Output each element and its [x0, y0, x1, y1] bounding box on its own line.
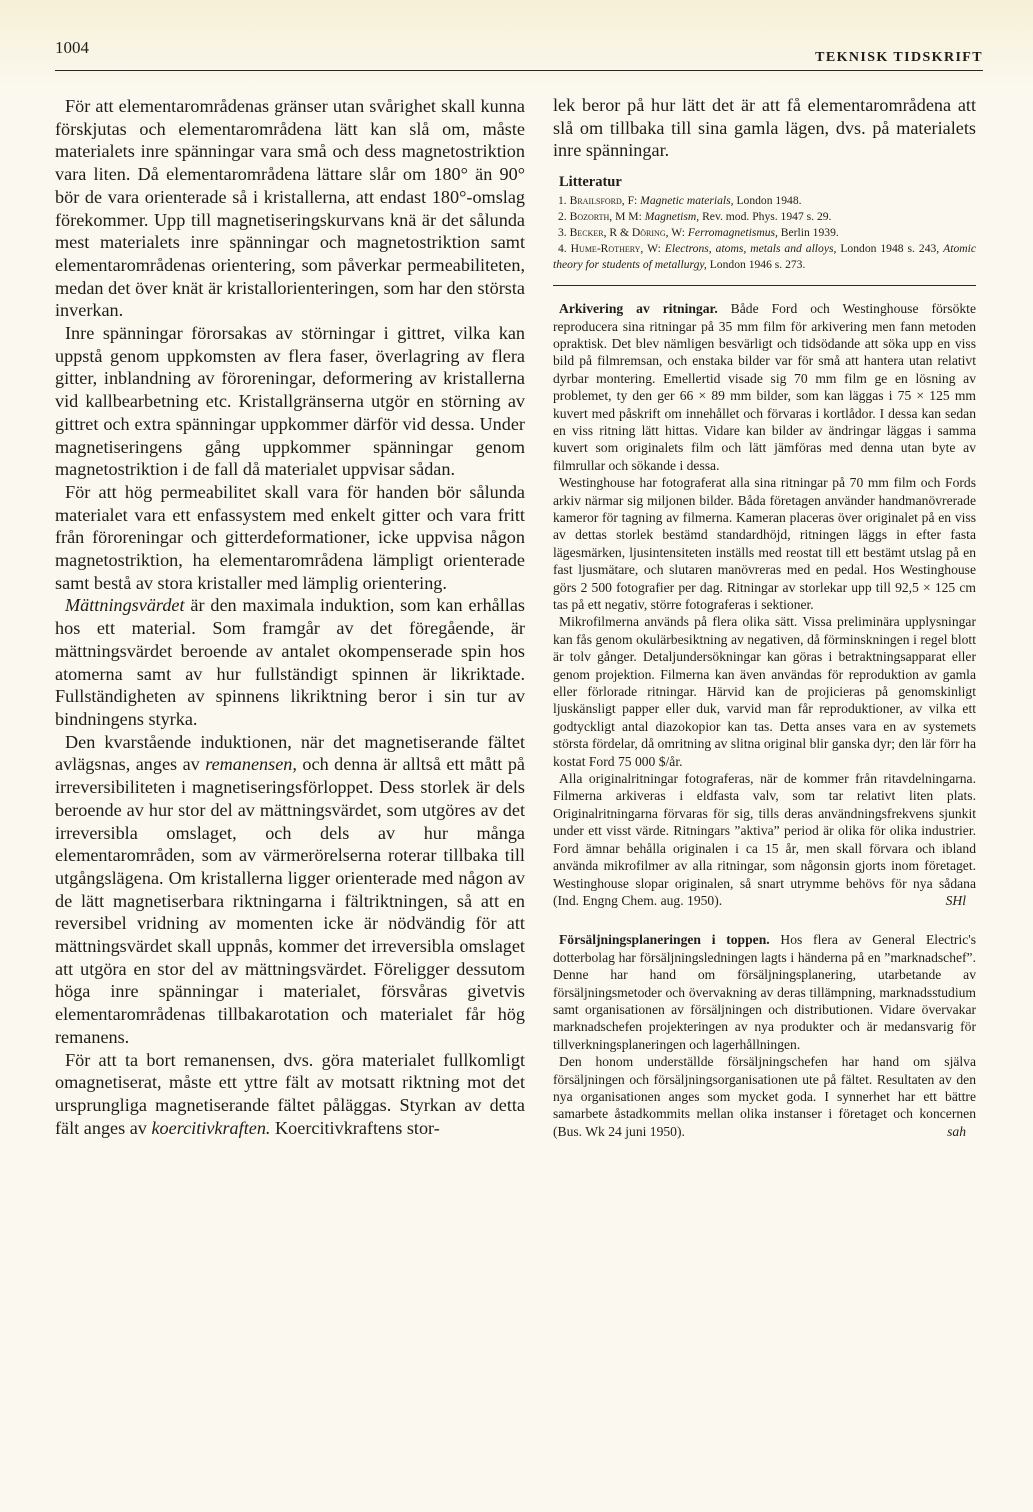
paragraph-text: Alla originalritningar fotograferas, när de kommer från ritavdelningarna. Filmerna arkiveras i eldfasta valv, som tar relativt liten plats. Originalritningarna förvaras för sig, tills deras användningsfrekvens sjunkit under ett visst värde. Ritningars ”aktiva” period är olika för olika industrier. Ford ämnar behålla originalen i ca 15 år, men skall förvara och ibland använda mikrofilmer av alla ritningar, som någonsin gjorts inom företaget. Westinghouse slopar originalen, så snart utrymme behövs för nya sådana (Ind. Engng Chem. aug. 1950).	[553, 771, 976, 908]
paragraph-text: För att elementarområdenas gränser utan svårighet skall kunna förskjutas och elementarområdena lätt kan slå om, måste materialets inre spänningar vara små och dess magnetostriktion vara liten. Då elementarområdena lättare slår om 180° än 90° bör de vara orienterade så i kristallerna, att endast 180°-omslag förekommer. Upp till magnetiseringskurvans knä är det sålunda mest materialets inre spänningar och magnetostriktion samt elementarområdenas orientering, som påverkar permeabiliteten, medan det över knät är kristallorienteringen, som har den största inverkan.	[55, 96, 525, 321]
paragraph	[55, 1049, 525, 1140]
paragraph-text: Hos flera av General Electric's dotterbolag har försäljningsledningen lagts i händerna på en ”marknadschef”. Denne har hand om försäljningsplanering, utarbetande av försäljningsmetoder och övervakning av deras tillämpning, marknadsstudium samt organisationen av försäljningen och distributionen. Vidare övervakar marknadschefen projekteringen av nya produkter och är medansvarig för tillverkningsplaneringen och lagerhållningen.	[553, 932, 976, 1052]
article-arkivering	[553, 300, 976, 909]
right-column	[553, 94, 976, 1140]
references-list	[553, 193, 976, 273]
reference-item	[553, 193, 976, 209]
paragraph-text: är den maximala induktion, som kan erhållas hos ett material. Som framgår av det föregående, är mättningsvärdet beroende av antalet okompenserade spin hos atomerna samt av hur fullständigt spinnen är likriktade. Fullständigheten av spinnens likriktning beror i sin tur av bindningens styrka.	[55, 595, 525, 729]
reference-number: 3.	[558, 226, 567, 240]
reference-source: Berlin 1939.	[777, 226, 839, 240]
reference-item	[553, 241, 976, 273]
journal-title: TEKNISK TIDSKRIFT	[815, 50, 983, 65]
paragraph-text: Både Ford och Westinghouse försökte reproducera sina ritningar på 35 mm film för arkivering men fann metoden opraktisk. Det blev nämligen besvärligt och tidsödande att söka upp en viss bild på filmremsan, och enstaka bilder var för små att hantera utan relativt dyrbar montering. Emellertid visade sig 70 mm film ge en lösning av problemet, ty den ger 66 × 89 mm bilder, som kan läggas i 75 × 125 mm kuvert med påskrift om innehållet och förvaras i kortlådor. I dessa kan sedan en viss ritning lätt hittas. Vidare kan bilder av ändringar läggas i samma kuvert som originalets film och lätt jämföras med denna utan byte av filmrullar och sökande i dessa.	[553, 301, 976, 473]
paragraph-text: För att hög permeabilitet skall vara för handen bör sålunda materialet vara ett enfassystem med enkelt gitter och vara fritt från föroreningar och gitterdeformationer, icke uppvisa någon magnetostriktion, ha elementarområdena lämpligt orienterade samt bestå av stora kristaller med lämplig orientering.	[55, 481, 525, 593]
paragraph	[55, 322, 525, 481]
reference-author: Brailsford, F:	[569, 194, 638, 208]
reference-source: London 1948 s. 243,	[836, 242, 944, 256]
reference-title: Atomic theory for students of metallurgy,	[553, 242, 976, 272]
reference-title: Magnetism,	[644, 210, 700, 224]
paragraph	[55, 481, 525, 595]
left-column	[55, 95, 525, 1139]
term-koercitivkraften: koercitivkraften.	[151, 1117, 271, 1138]
article-heading: Arkivering av ritningar.	[559, 301, 718, 317]
reference-number: 1.	[558, 194, 567, 208]
author-signature: SHl	[945, 892, 966, 908]
reference-item	[553, 225, 976, 241]
reference-item	[553, 209, 976, 225]
reference-author: Becker, R & Döring, W:	[569, 226, 685, 240]
reference-title: Electrons, atoms, metals and alloys,	[664, 242, 837, 256]
article-forsaljningsplanering	[553, 931, 976, 1140]
paragraph	[55, 95, 525, 322]
paragraph-text: och denna är alltså ett mått på irreversibiliteten i magnetiseringsförloppet. Dess storlek är dels beroende av hur stor del av mättningsvärdet, som utgöres av det irreversibla omslaget, och dels av hur många elementarområden, som av värmerörelserna roterar tillbaka till utgångslägena. Om kristallerna ligger orienterade med någon av de lätt magnetiserbara riktningarna i fältriktningen, så att en reversibel vridning av momenten icke är nödvändig för att mättningsvärdet skall uppnås, kommer det irreversibla omslaget att utgöra en stor del av mättningsvärdet. Föreligger dessutom höga inre spänningar i materialet, försvåras givetvis elementarområdenas tillbakarotation och materialet får hög remanens.	[55, 754, 525, 1047]
continued-paragraph: lek beror på hur lätt det är att få elementarområdena att slå om tillbaka till sina gamla lägen, dvs. på materialets inre spänningar.	[553, 95, 976, 161]
paragraph	[553, 931, 976, 1053]
paragraph	[55, 731, 525, 1049]
paragraph	[553, 474, 976, 613]
section-divider	[553, 285, 976, 286]
page-number: 1004	[55, 38, 89, 57]
paragraph	[553, 300, 976, 474]
paragraph	[553, 613, 976, 770]
paragraph-text: För att ta bort remanensen, dvs. göra materialet fullkomligt omagnetiserat, måste ett yttre fält av motsatt riktning mot det ursprungliga magnetiserande fältet påläggas. Styrkan av detta fält anges av	[55, 1049, 525, 1138]
paragraph-text: Koercitivkraftens stor-	[270, 1117, 440, 1138]
paragraph-text: Westinghouse har fotograferat alla sina ritningar på 70 mm film och Fords arkiv närmar sig miljonen bilder. Båda företagen använder handmanövrerade kameror för tagning av filmerna. Kameran placeras över originalet på en viss av dettas storlek bestämd standardhöjd, ritningen läggs in efter fasta lägesmärken, ljusintensiteten inställs med reostat till ett bestämt utslag på en fast ljusmätare, och slutaren manövreras med en pedal. Hos Westinghouse görs 2 500 fotografier per dag. Ritningar av storlekar upp till 92,5 × 125 cm tas på ett negativ, större fotograferas i sektioner.	[553, 475, 976, 613]
spacer	[553, 909, 976, 931]
reference-author: Bozorth, M M:	[569, 210, 642, 224]
paragraph	[55, 594, 525, 730]
article-heading: Försäljningsplaneringen i toppen.	[559, 932, 770, 948]
paragraph-text: Den kvarstående induktionen, när det magnetiserande fältet avlägsnas, anges av	[55, 731, 525, 775]
paragraph	[553, 1053, 976, 1140]
references-heading: Litteratur	[559, 174, 622, 191]
reference-title: Ferromagnetismus,	[687, 226, 778, 240]
page-header	[55, 38, 983, 71]
paragraph	[553, 770, 976, 909]
paragraph-text: Mikrofilmerna används på flera olika sätt. Vissa preliminära upplysningar kan fås genom okulärbesiktning av negativen, då förminskningen i regel blott är tolv gånger. Detaljundersökningar kan göras i betraktningsapparat eller genom projektion. Filmerna kan även användas för reproduktion av gamla eller förlorade ritningar. Härvid kan de projicieras på genomskinligt ljuskänsligt papper eller duk, varvid man får reproduktioner, av vilka ett godtyckligt antal diazokopior kan tas. Detta anses vara en av systemets största fördelar, då omritning av slitna original blir ganska dyr; den lär förr ha kostat Ford 75 000 $/år.	[553, 614, 976, 769]
term-mattningsvardet: Mättningsvärdet	[65, 595, 185, 616]
reference-source: London 1948.	[733, 194, 802, 208]
reference-source: London 1946 s. 273.	[706, 258, 806, 272]
paragraph-text: Inre spänningar förorsakas av störningar i gittret, vilka kan uppstå genom uppkomsten av flera faser, överlagring av flera gitter, inblandning av föroreningar, deformering av kristallerna vid kallbearbetning etc. Kristallgränserna utgör en störning av gittret och extra spänningar uppkommer därför vid dessa. Under magnetiseringens gång uppkommer spänningar genom magnetostriktion i de fall då materialet uppvisar sådan.	[55, 323, 525, 480]
reference-source: Rev. mod. Phys. 1947 s. 29.	[699, 210, 832, 224]
paragraph-text: Den honom underställde försäljningschefen har hand om själva försäljningen och försäljningsorganisationen ute på fältet. Resultaten av den nya organisationen anges som mycket goda. I synnerhet har ett bättre samarbete åstadkommits mellan olika instanser i företaget och koncernen (Bus. Wk 24 juni 1950).	[553, 1054, 976, 1139]
reference-number: 2.	[558, 210, 567, 224]
reference-number: 4.	[558, 242, 567, 256]
author-signature: sah	[947, 1123, 966, 1139]
reference-author: Hume-Rothery, W:	[570, 242, 661, 256]
term-remanensen: remanensen,	[205, 754, 297, 775]
reference-title: Magnetic materials,	[640, 194, 734, 208]
